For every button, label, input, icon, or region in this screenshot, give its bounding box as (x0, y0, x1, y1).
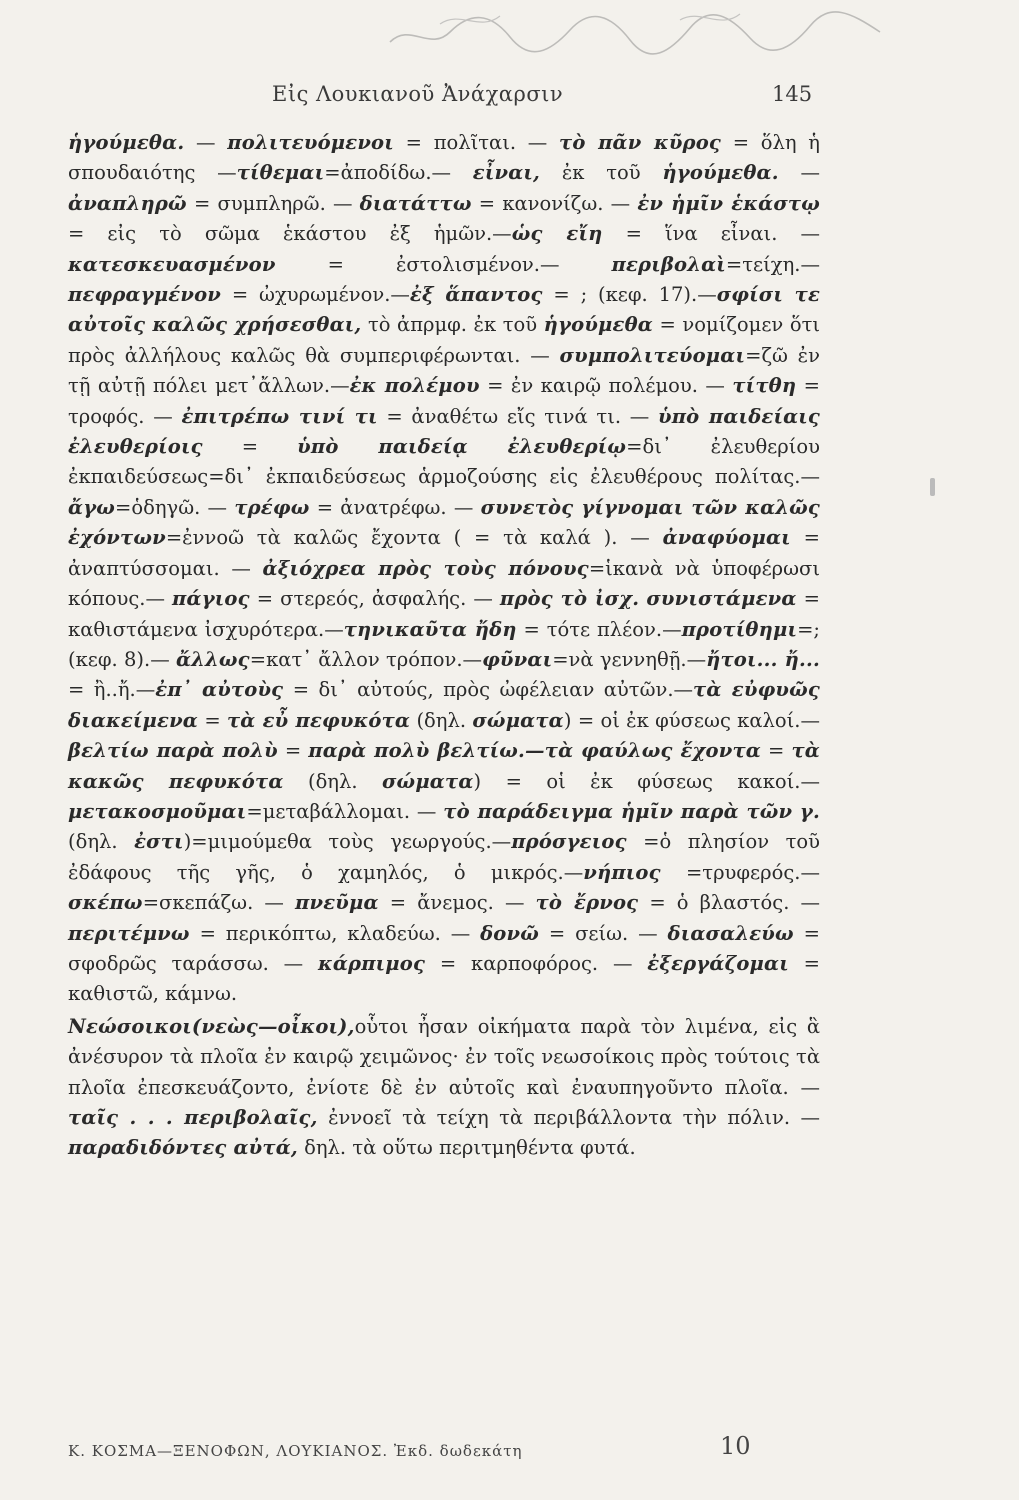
gloss-text: = ἀνατρέφω. — (309, 495, 481, 519)
gloss-text: = (761, 739, 792, 763)
lemma-term: ἐστι (134, 830, 184, 854)
gloss-text: = δι᾽ αὐτούς, πρὸς ὠφέλειαν αὐτῶν.— (283, 678, 694, 702)
gloss-text: =τείχη.— (725, 252, 820, 276)
lemma-term: ὑπὸ παιδείᾳ ἐλευθερίῳ (297, 435, 627, 459)
lemma-term: σκέπω (68, 891, 143, 915)
lemma-term: σφίσι τε αὐτοῖς καλῶς χρήσεσθαι, (68, 283, 820, 337)
gloss-text: = σείω. — (539, 921, 668, 945)
gloss-text: οὗτοι ἦσαν οἰκήματα παρὰ τὸν λιμένα, εἰς ἃ ἀνέσυρον τὰ πλοῖα ἐν καιρῷ χειμῶνος· ἐν τοῖς νεωσοίκοις πρὸς τούτοις τὰ πλοῖα ἐπεσκευάζοντο, ἐνίοτε δὲ ἐν αὐτοῖς καὶ ἐναυπηγοῦντο πλοῖα. — (68, 1014, 820, 1099)
gloss-text: — (184, 131, 228, 154)
lemma-term: ἐπιτρέπω τινί τι (181, 404, 378, 428)
gloss-text: = ἀναθέτω εἴς τινά τι. — (377, 404, 658, 428)
lemma-term: τὰ εὖ πεφυκότα (226, 708, 411, 732)
lemma-term: ἀναπληρῶ (68, 191, 187, 215)
lemma-term: πνεῦμα (295, 891, 379, 915)
gloss-text: = περικόπτω, κλαδεύω. — (189, 921, 481, 945)
gloss-text: =ἐννοῶ τὰ καλῶς ἔχοντα ( = τὰ καλά ). — (165, 526, 663, 550)
gloss-text: = τότε πλέον.— (516, 617, 682, 641)
lemma-term: ὑπὸ παιδείαις ἐλευθερίοις (68, 404, 821, 459)
lemma-term: ἐκ πολέμου (349, 374, 480, 398)
lemma-term: ἤτοι... ἤ... (706, 647, 820, 671)
lemma-term: πάγιος (172, 587, 250, 611)
lemma-term: τὸ πᾶν κῦρος (559, 131, 721, 154)
gloss-text: = (277, 739, 309, 763)
glossary-body (68, 128, 820, 1164)
lemma-term: πρὸς τὸ ἰσχ. (499, 587, 640, 611)
lemma-term: σώματα (381, 769, 474, 793)
gloss-text: = ὠχυρωμένον.— (221, 283, 410, 307)
gloss-text: =δι᾽ ἐλευθερίου ἐκπαιδεύσεως=δι᾽ ἐκπαιδεύσεως ἁρμοζούσης εἰς ἐλευθέρους πολίτας.— (68, 435, 820, 489)
gloss-text: = (202, 435, 298, 459)
gloss-text: = πολῖται. — (393, 131, 560, 154)
lemma-term: τὸ παράδειγμα ἡμῖν παρὰ τῶν γ. (443, 799, 820, 823)
lemma-term: μετακοσμοῦμαι (68, 799, 247, 823)
lemma-term: τίτθη (732, 374, 797, 398)
glossary-paragraph (68, 128, 820, 1010)
lemma-term: ἄλλως (175, 647, 250, 671)
gloss-text: =μεταβάλλομαι. — (246, 799, 444, 823)
gloss-text: = ἀναπτύσσομαι. — (68, 526, 820, 580)
gloss-text: δηλ. τὰ οὕτω περιτμηθέντα φυτά. (297, 1136, 636, 1160)
page-number: 145 (772, 82, 813, 106)
gloss-text: = σφοδρῶς ταράσσω. — (68, 921, 820, 975)
lemma-term: ὡς εἴη (511, 222, 603, 246)
page-blemish (930, 478, 935, 496)
handwritten-scrawl-mark (380, 2, 900, 60)
lemma-term: ἀξιόχρεα πρὸς τοὺς πόνους (262, 556, 589, 580)
lemma-term: δονῶ (480, 921, 539, 945)
lemma-term: ἐξεργάζομαι (647, 951, 789, 975)
lemma-term: τηνικαῦτα ἤδη (343, 617, 517, 641)
gloss-text: = κανονίζω. — (471, 191, 638, 215)
lemma-term: τὸ ἔρνος (535, 891, 639, 915)
lemma-term: τὰ κακῶς πεφυκότα (68, 739, 820, 793)
gloss-text: (δηλ. (410, 708, 473, 732)
lemma-term: τίθεμαι (236, 161, 325, 185)
glossary-paragraph (68, 1012, 820, 1164)
lemma-term: Νεώσοικοι(νεὼς—οἶκοι), (68, 1014, 355, 1038)
lemma-term: τὰ εὐφυῶς διακείμενα (68, 678, 821, 732)
gloss-text: = καρποφόρος. — (425, 951, 648, 975)
gloss-text: =ζῶ ἐν τῇ αὐτῇ πόλει μετ᾽ἄλλων.— (68, 343, 820, 398)
lemma-term: προτίθημι (681, 617, 798, 641)
lemma-term: παρὰ πολὺ βελτίω.—τὰ φαύλως ἔχοντα (308, 739, 761, 763)
gloss-text: = ἢ..ἤ.— (68, 678, 156, 702)
lemma-term: διασαλεύω (667, 921, 794, 945)
gloss-text: = ἵνα εἶναι. — (602, 222, 820, 246)
lemma-term: συνετὸς γίγνομαι τῶν καλῶς ἐχόντων (68, 495, 821, 550)
gloss-text: =ὁ πλησίον τοῦ ἐδάφους τῆς γῆς, ὁ χαμηλός, ὁ μικρός.— (68, 830, 821, 884)
lemma-term: συμπολιτεύομαι (559, 343, 746, 367)
gloss-text: = στερεός, ἀσφαλής. — (249, 587, 500, 611)
gloss-text: = συμπληρῶ. — (186, 191, 360, 215)
gloss-text: = ; (κεφ. 17).— (542, 283, 717, 307)
gloss-text: = ὅλη ἡ σπουδαιότης — (68, 131, 820, 185)
gloss-text: = ἐν καιρῷ πολέμου. — (479, 374, 733, 398)
lemma-term: ταῖς . . . περιβολαῖς, (68, 1106, 318, 1129)
lemma-term: ἡγούμεθα (543, 313, 653, 337)
gloss-text: =; (κεφ. 8).— (68, 617, 820, 671)
gloss-text: — (778, 161, 821, 185)
gloss-text: =ὁδηγῶ. — (115, 495, 235, 519)
gloss-text: =ἀποδίδω.— (324, 161, 473, 185)
publisher-credit: Κ. ΚΟΣΜΑ—ΞΕΝΟΦΩΝ, ΛΟΥΚΙΑΝΟΣ. Ἐκδ. δωδεκάτη (68, 1442, 523, 1460)
gloss-text: = νομίζομεν ὅτι πρὸς ἀλλήλους καλῶς θὰ συμπεριφέρωνται. — (68, 313, 821, 367)
gloss-text: (δηλ. (283, 769, 382, 793)
lemma-term: ἀναφύομαι (662, 526, 791, 550)
gloss-text: = ὁ βλαστός. — (638, 891, 821, 915)
lemma-term: ἡγούμεθα. (662, 161, 779, 185)
lemma-term: κατεσκευασμένον (68, 252, 276, 276)
lemma-term: ἐν ἡμῖν ἑκάστῳ (637, 191, 820, 215)
lemma-term: περιβολαὶ (611, 252, 726, 276)
lemma-term: ἡγούμεθα. (68, 131, 185, 154)
gloss-text: ) = οἱ ἐκ φύσεως κακοί.— (473, 769, 820, 793)
lemma-term: ἐξ ἅπαντος (409, 283, 543, 307)
lemma-term: περιτέμνω (68, 921, 190, 945)
gloss-text: =κατ᾽ ἄλλον τρόπον.— (249, 647, 483, 671)
lemma-term: συνιστάμενα (646, 587, 797, 611)
signature-mark: 10 (720, 1432, 751, 1460)
gloss-text: = καθιστῶ, κάμνω. (68, 951, 820, 1006)
lemma-term: βελτίω παρὰ πολὺ (68, 739, 278, 763)
lemma-term: ἄγω (68, 495, 116, 519)
lemma-term: κάρπιμος (318, 951, 426, 975)
gloss-text: ) = οἱ ἐκ φύσεως καλοί.— (563, 708, 820, 732)
gloss-text: = ἄνεμος. — (378, 891, 536, 915)
gloss-text: = ἐστολισμένον.— (275, 252, 612, 276)
lemma-term: πολιτευόμενοι (227, 131, 394, 154)
lemma-term: νήπιος (583, 860, 661, 884)
gloss-text: )=μιμούμεθα τοὺς γεωργούς.— (183, 830, 512, 854)
gloss-text: = (198, 708, 227, 732)
gloss-text: τὸ ἀπρμφ. ἐκ τοῦ (361, 313, 544, 337)
gloss-text: = εἰς τὸ σῶμα ἑκάστου ἐξ ἡμῶν.— (68, 222, 512, 246)
lemma-term: πεφραγμένον (68, 283, 222, 307)
gloss-text: =ἱκανὰ νὰ ὑποφέρωσι κόπους.— (68, 556, 821, 611)
page-footer (68, 1432, 820, 1468)
page-header (0, 78, 1019, 118)
lemma-term: ἐπ᾽ αὐτοὺς (155, 678, 284, 702)
gloss-text: (δηλ. (68, 830, 135, 854)
gloss-text: = καθιστάμενα ἰσχυρότερα.— (68, 587, 820, 641)
gloss-text: = τροφός. — (68, 374, 821, 428)
lemma-term: φῦναι (482, 647, 553, 671)
lemma-term: εἶναι, (472, 161, 541, 185)
gloss-text: =σκεπάζω. — (142, 891, 295, 915)
lemma-term: τρέφω (234, 495, 310, 519)
lemma-term: παραδιδόντες αὐτά, (68, 1136, 298, 1160)
running-title: Εἰς Λουκιανοῦ Ἀνάχαρσιν (272, 82, 564, 106)
lemma-term: πρόσγειος (511, 830, 627, 854)
lemma-term: σώματα (472, 708, 564, 732)
gloss-text: ἐννοεῖ τὰ τείχη τὰ περιβάλλοντα τὴν πόλιν. — (317, 1106, 820, 1129)
gloss-text: =τρυφερός.— (660, 860, 820, 884)
gloss-text: ἐκ τοῦ (540, 161, 663, 185)
lemma-term: διατάττω (359, 191, 472, 215)
gloss-text: =νὰ γεννηθῇ.— (552, 647, 707, 671)
